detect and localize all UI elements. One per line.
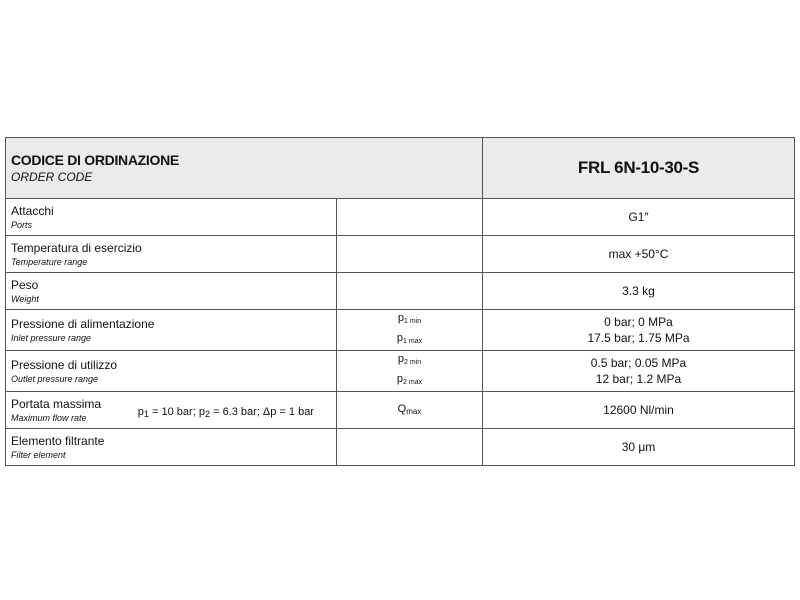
value: 0 bar; 0 MPa — [604, 315, 673, 329]
order-code-title: CODICE DI ORDINAZIONE — [11, 151, 179, 168]
row-label — [6, 392, 337, 429]
table-row-inlet-pressure — [6, 310, 795, 351]
symbol-cell — [337, 310, 483, 351]
row-label-it: Attacchi — [11, 203, 54, 218]
value: 17.5 bar; 1.75 MPa — [587, 331, 690, 345]
row-label-en: Inlet pressure range — [11, 332, 92, 343]
table-row-flow-rate — [6, 392, 795, 429]
value-cell — [483, 273, 795, 310]
symbol-cell — [337, 236, 483, 273]
row-label-it: Pressione di alimentazione — [11, 316, 155, 331]
symbol: $Q_{max}$ — [397, 402, 422, 416]
order-code-label-cell — [6, 138, 483, 199]
value-cell — [483, 236, 795, 273]
symbol-cell — [337, 273, 483, 310]
header-row — [6, 138, 795, 199]
value: max +50°C — [608, 247, 669, 261]
value-cell — [483, 429, 795, 466]
value: G1″ — [628, 210, 649, 224]
row-label — [6, 351, 337, 392]
flow-condition: $p_1 = 10$ bar; $p_2 = 6.3$ bar; Δp = 1 bar — [137, 405, 314, 419]
row-label-en: Maximum flow rate — [11, 412, 87, 423]
symbol-cell — [337, 392, 483, 429]
value: 3.3 kg — [622, 284, 655, 298]
symbol: $p_{1 max}$ — [396, 332, 423, 345]
value-cell — [483, 199, 795, 236]
table-row-outlet-pressure — [6, 351, 795, 392]
value: 12600 Nl/min — [603, 403, 674, 417]
symbol: $p_{2 min}$ — [397, 353, 422, 366]
table-row-ports — [6, 199, 795, 236]
row-label — [6, 199, 337, 236]
symbol: $p_{2 max}$ — [396, 373, 423, 386]
table-row-temperature — [6, 236, 795, 273]
value: 0.5 bar; 0.05 MPa — [590, 356, 687, 370]
value: 12 bar; 1.2 MPa — [595, 372, 682, 386]
value: 30 μm — [621, 440, 656, 454]
order-code-table — [5, 137, 795, 466]
table-row-weight — [6, 273, 795, 310]
row-label — [6, 429, 337, 466]
row-label-it: Elemento filtrante — [11, 433, 105, 448]
model-code: FRL 6N-10-30-S — [483, 138, 795, 199]
symbol-cell — [337, 199, 483, 236]
row-label-it: Temperatura di esercizio — [11, 240, 142, 255]
row-label-en: Temperature range — [11, 256, 88, 267]
row-label — [6, 236, 337, 273]
row-label-en: Filter element — [11, 449, 66, 460]
order-code-subtitle: ORDER CODE — [11, 169, 93, 184]
symbol-cell — [337, 351, 483, 392]
row-label-it: Peso — [11, 277, 39, 292]
row-label-it: Pressione di utilizzo — [11, 357, 118, 372]
row-label-en: Outlet pressure range — [11, 373, 99, 384]
value-cell — [483, 351, 795, 392]
row-label-en: Ports — [11, 219, 33, 230]
row-label — [6, 273, 337, 310]
table-row-filter-element — [6, 429, 795, 466]
symbol-cell — [337, 429, 483, 466]
value-cell — [483, 310, 795, 351]
row-label-en: Weight — [11, 293, 39, 304]
row-label — [6, 310, 337, 351]
value-cell — [483, 392, 795, 429]
row-label-it: Portata massima — [11, 396, 102, 411]
symbol: $p_{1 min}$ — [397, 312, 422, 325]
